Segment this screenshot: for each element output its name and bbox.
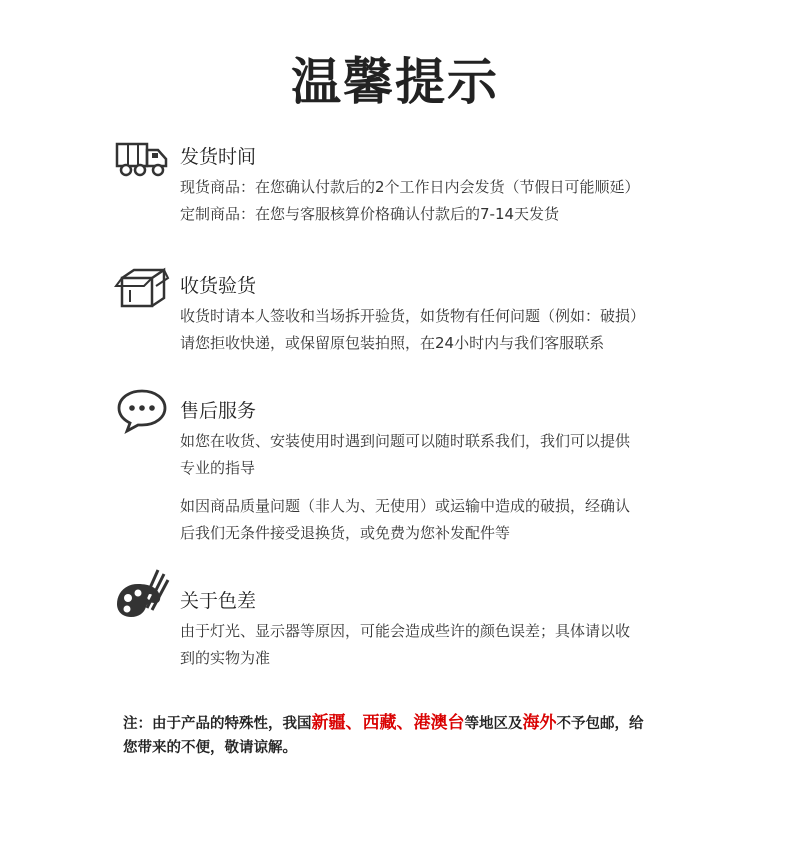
section-line: 后我们无条件接受退换货，或免费为您补发配件等	[180, 524, 511, 542]
section-title: 发货时间	[180, 146, 257, 168]
shipping-note-line2: 您带来的不便，敬请谅解。	[123, 740, 297, 756]
section-line: 专业的指导	[180, 459, 256, 477]
note-text: 等地区及	[464, 716, 523, 732]
section-line: 到的实物为准	[180, 649, 271, 667]
section-title: 关于色差	[180, 590, 257, 612]
note-separator: 、	[396, 713, 414, 733]
section-line: 收货时请本人签收和当场拆开验货，如货物有任何问题（例如：破损）	[180, 307, 646, 325]
truck-icon	[114, 134, 170, 182]
note-separator: 、	[345, 713, 363, 733]
chat-bubble-icon	[114, 386, 170, 434]
note-region-overseas: 海外	[522, 713, 557, 733]
note-region-hk-macau-taiwan: 港澳台	[413, 713, 465, 733]
note-text: 不予包邮，给	[556, 716, 644, 732]
page-title: 温馨提示	[291, 53, 499, 111]
box-icon	[114, 262, 170, 310]
section-title: 收货验货	[180, 275, 257, 297]
section-title: 售后服务	[180, 400, 257, 422]
section-line: 如因商品质量问题（非人为、无使用）或运输中造成的破损，经确认	[180, 497, 631, 515]
section-line: 由于灯光、显示器等原因，可能会造成些许的颜色误差；具体请以收	[180, 622, 631, 640]
note-text: 注：由于产品的特殊性，我国	[123, 716, 312, 732]
palette-icon	[114, 566, 170, 620]
section-line: 现货商品：在您确认付款后的2个工作日内会发货（节假日可能顺延）	[180, 178, 640, 196]
note-region-tibet: 西藏	[362, 713, 397, 733]
section-line: 如您在收货、安装使用时遇到问题可以随时联系我们，我们可以提供	[180, 432, 631, 450]
section-line: 请您拒收快递，或保留原包装拍照，在24小时内与我们客服联系	[180, 334, 605, 352]
shipping-note	[123, 712, 644, 735]
note-region-xinjiang: 新疆	[311, 713, 346, 733]
section-line: 定制商品：在您与客服核算价格确认付款后的7-14天发货	[180, 205, 560, 223]
